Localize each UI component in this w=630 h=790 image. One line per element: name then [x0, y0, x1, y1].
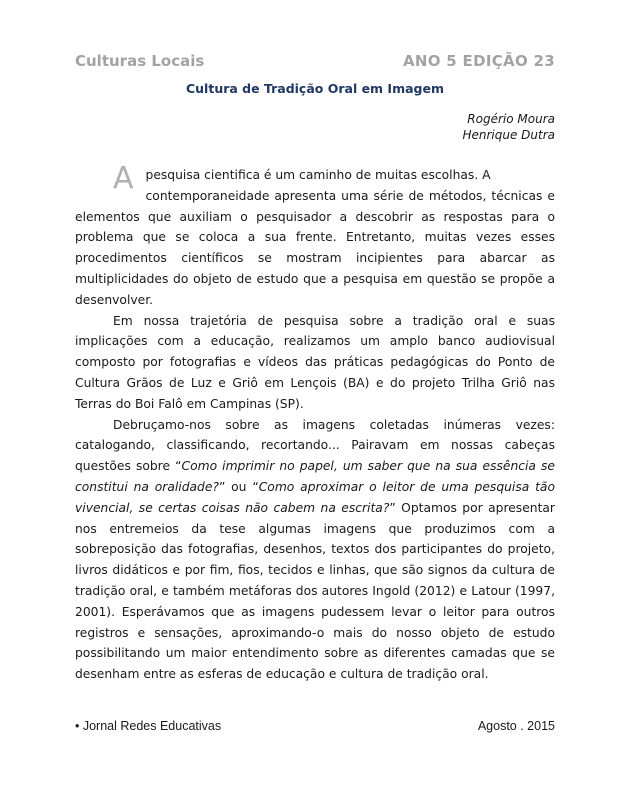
article-authors: [462, 111, 555, 143]
paragraph-text: Debruçamo-nos sobre as imagens coletadas inúmeras vezes: catalogando, classificando, recortando... Pairavam em nossas cabeças questões sobre “: [75, 417, 555, 474]
quoted-question: Como imprimir no papel, um saber que na sua essência se constitui na oralidade?: [75, 459, 555, 494]
article-title: Cultura de Tradição Oral em Imagem: [185, 81, 444, 96]
article-body: [75, 161, 555, 685]
page-header: [75, 52, 555, 70]
paragraph: [75, 415, 555, 685]
publication-name: Culturas Locais: [75, 52, 205, 70]
issue-date: Agosto . 2015: [477, 719, 555, 733]
edition-label: ANO 5 EDIÇÃO 23: [402, 52, 555, 70]
paragraph-text: contemporaneidade apresenta uma série de métodos, técnicas e elementos que auxiliam o pesquisador a descobrir as respostas para o problema que se coloca a sua frente. Entretanto, muitas vezes esses procedimentos científicos se mostram incipientes para abarcar as multiplicidades do objeto de estudo que a pesquisa em questão se propõe a desenvolver.: [75, 188, 555, 307]
paragraph-text: ” ou “: [218, 479, 259, 494]
author-name: Henrique Dutra: [462, 128, 555, 142]
author-name: Rogério Moura: [467, 112, 555, 126]
quoted-question: Como aproximar o leitor de uma pesquisa tão vivencial, se certas coisas não cabem na escrita?: [75, 479, 555, 515]
paragraph-first-line: pesquisa cientifica é um caminho de muitas escolhas. A: [145, 168, 491, 182]
paragraph: Em nossa trajetória de pesquisa sobre a tradição oral e suas implicações com a educação, realizamos um amplo banco audiovisual composto por fotografias e vídeos das práticas pedagógicas do Ponto de Cultura Grãos de Luz e Griô em Lençois (BA) e do projeto Trilha Griô nas Terras do Boi Falô em Campinas (SP).: [75, 313, 555, 411]
paragraph: [75, 161, 555, 311]
page-footer: [75, 719, 555, 733]
paragraph-text: ” Optamos por apresentar nos entremeios da tese algumas imagens que produzimos com a sobreposição das fotografias, desenhos, textos dos participantes do projeto, livros didáticos e por fim, fios, tecidos e linhas, que são signos da cultura de tradição oral, e também metáforas dos autores Ingold (2012) e Latour (1997, 2001). Esperávamos que as imagens pudessem levar o leitor para outros registros e sensações, aproximando-o mais do nosso objeto de estudo possibilitando um maior entendimento sobre as diferentes camadas que se desenham entre as esferas de educação e cultura de tradição oral.: [75, 500, 555, 682]
drop-cap: A: [113, 161, 134, 196]
journal-name: • Jornal Redes Educativas: [75, 719, 222, 733]
